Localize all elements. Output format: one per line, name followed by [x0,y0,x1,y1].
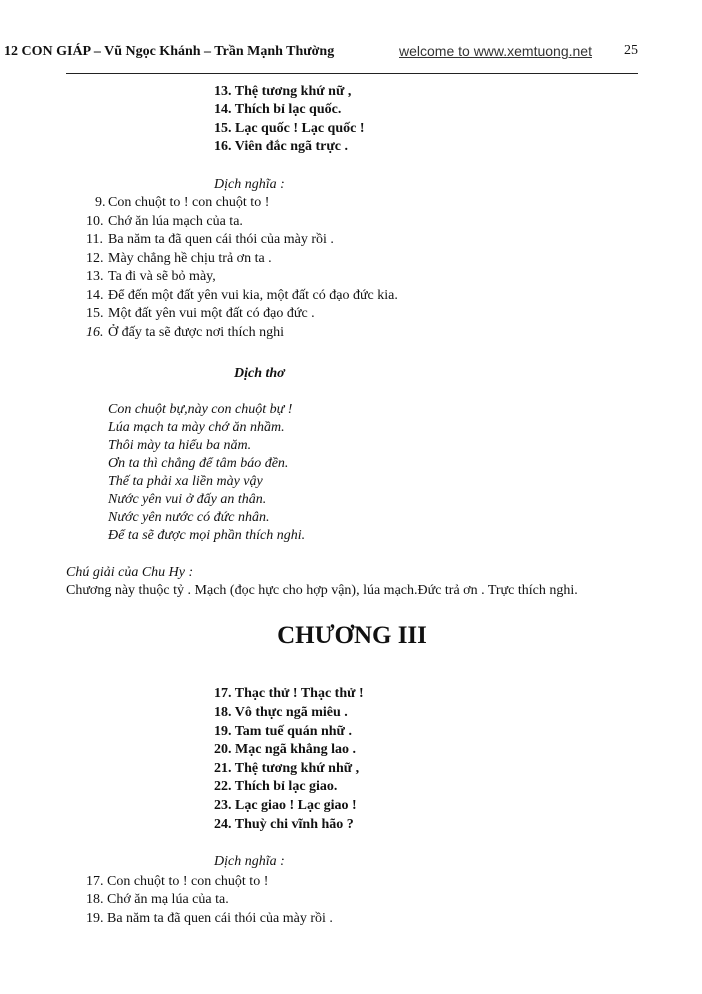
verse-line: 24. Thuỳ chi vĩnh hão ? [214,817,354,832]
translation-line: 19. Ba năm ta đã quen cái thói của mày rồi . [86,911,333,926]
verse-line: 16. Viên đắc ngã trực . [214,139,349,154]
translation-line: Ta đi và sẽ bỏ mày, [108,269,216,284]
page-number: 25 [624,43,638,58]
verse-line: 19. Tam tuế quán nhữ . [214,724,352,739]
page-header-title: 12 CON GIÁP – Vũ Ngọc Khánh – Trần Mạnh Thường [4,44,335,59]
verse-line: 21. Thệ tương khứ nhữ , [214,761,360,776]
translation-number: 15. [86,306,104,321]
translation-line: Con chuột to ! con chuột to ! [108,195,270,210]
note-heading: Chú giải của Chu Hy : [66,565,194,580]
translation-number: 16. [86,325,104,340]
poem-line: Nước yên nước có đức nhân. [108,510,270,525]
translation-number: 12. [86,251,104,266]
chapter-title-text: CHƯƠNG III [277,622,427,649]
poem-line: Ơn ta thì chẳng để tâm báo đền. [108,456,289,471]
verse-line: 14. Thích bỉ lạc quốc. [214,102,342,117]
verse-line: 22. Thích bỉ lạc giao. [214,779,338,794]
poem-line: Thôi mày ta hiểu ba năm. [108,438,252,453]
translation-number: 10. [86,214,104,229]
translation-line: 18. Chớ ăn mạ lúa của ta. [86,892,229,907]
note-text: Chương này thuộc tỷ . Mạch (đọc hực cho hợp vận), lúa mạch.Đức trả ơn . Trực thích nghi. [66,583,578,598]
poem-line: Thế ta phải xa liền mày vậy [108,474,263,489]
poem-line: Nước yên vui ở đấy an thân. [108,492,267,507]
verse-line: 20. Mạc ngã khẳng lao . [214,742,356,757]
translation-number: 14. [86,288,104,303]
translation-heading: Dịch nghĩa : [214,177,285,192]
translation-line: 17. Con chuột to ! con chuột to ! [86,874,269,889]
verse-line: 13. Thệ tương khứ nữ , [214,84,352,99]
poem-line: Lúa mạch ta mày chớ ăn nhầm. [108,420,285,435]
translation-number: 11. [86,232,103,247]
translation-line: Mày chẳng hề chịu trả ơn ta . [108,251,272,266]
verse-line: 18. Vô thực ngã miêu . [214,705,348,720]
translation-line: Chớ ăn lúa mạch của ta. [108,214,243,229]
poem-line: Con chuột bự,này con chuột bự ! [108,402,293,417]
translation-number: 13. [86,269,104,284]
translation-line: Một đất yên vui một đất có đạo đức . [108,306,315,321]
verse-line: 17. Thạc thử ! Thạc thử ! [214,686,364,701]
verse-line: 15. Lạc quốc ! Lạc quốc ! [214,121,365,136]
poem-line: Để ta sẽ được mọi phần thích nghi. [108,528,306,543]
translation-line: Ba năm ta đã quen cái thói của mày rồi . [108,232,334,247]
translation-line: Ở đấy ta sẽ được nơi thích nghi [108,325,284,340]
translation-number: 9. [95,195,106,210]
translation-heading: Dịch nghĩa : [214,854,285,869]
chapter-title [0,622,702,650]
site-link[interactable]: welcome to www.xemtuong.net [399,43,592,59]
translation-line: Để đến một đất yên vui kia, một đất có đạo đức kia. [108,288,398,303]
verse-line: 23. Lạc giao ! Lạc giao ! [214,798,357,813]
header-divider [66,73,638,74]
poem-heading: Dịch thơ [234,366,285,381]
